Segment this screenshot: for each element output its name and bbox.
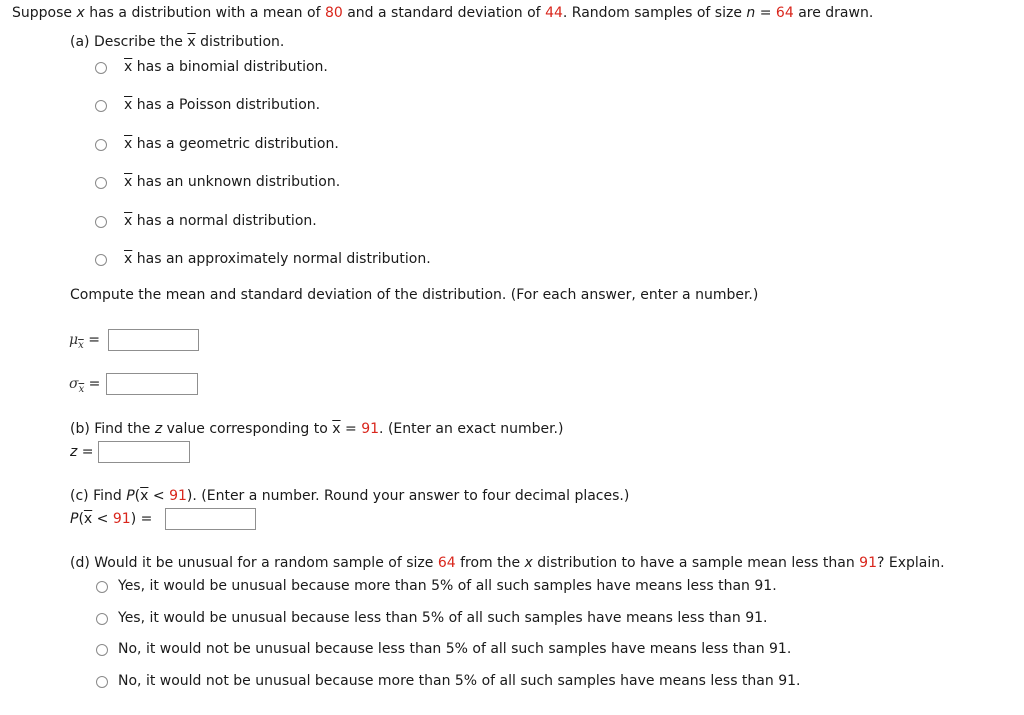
part-d-prompt: (d) Would it be unusual for a random sample of size 64 from the x distribution to have a sample mean less than 91? Explain.	[70, 555, 945, 571]
radio-a-option-3[interactable]	[95, 139, 107, 151]
part-b-prompt: (b) Find the z value corresponding to $\overline{x} = 91$. (Enter an exact number.)	[70, 421, 564, 437]
z-label: z =	[70, 444, 94, 460]
part-a-prompt: (a) Describe the $\overline{x}$ distribution.	[70, 34, 285, 50]
intro-text: and a standard deviation of	[342, 5, 546, 21]
intro-text: =	[755, 5, 776, 21]
mu-x-bar-label: $\mu_{\overline{x}}$ =	[69, 332, 100, 351]
sample-size-value: 64	[775, 5, 794, 21]
a-option-4-label[interactable]: $\overline{x}$ has an unknown distribution.	[124, 174, 341, 190]
problem-statement	[12, 4, 873, 22]
intro-text: Suppose	[12, 5, 77, 21]
a-option-2-label[interactable]: $\overline{x}$ has a Poisson distribution.	[124, 97, 321, 113]
x-bar: $\overline{x}$	[187, 34, 196, 50]
radio-a-option-5[interactable]	[95, 216, 107, 228]
a-option-6-label[interactable]: $\overline{x}$ has an approximately normal distribution.	[124, 251, 431, 267]
intro-text: has a distribution with a mean of	[84, 5, 325, 21]
radio-d-option-4[interactable]	[96, 676, 108, 688]
d-option-1-label[interactable]: Yes, it would be unusual because more than 5% of all such samples have means less than 91.	[118, 578, 777, 594]
probability-input[interactable]	[165, 508, 256, 530]
d-option-3-label[interactable]: No, it would not be unusual because less than 5% of all such samples have means less than 91.	[118, 641, 792, 657]
a-option-5-label[interactable]: $\overline{x}$ has a normal distribution.	[124, 213, 317, 229]
z-input[interactable]	[98, 441, 190, 463]
radio-a-option-4[interactable]	[95, 177, 107, 189]
d-option-4-label[interactable]: No, it would not be unusual because more than 5% of all such samples have means less than 91.	[118, 673, 801, 689]
radio-a-option-2[interactable]	[95, 100, 107, 112]
mu-x-bar-input[interactable]	[108, 329, 199, 351]
p-label: $P(\overline{x} < 91)$ =	[70, 511, 153, 527]
intro-text: . Random samples of size	[562, 5, 747, 21]
sigma-x-bar-input[interactable]	[106, 373, 198, 395]
a-option-3-label[interactable]: $\overline{x}$ has a geometric distribution.	[124, 136, 339, 152]
var-n: n	[746, 5, 756, 21]
radio-d-option-3[interactable]	[96, 644, 108, 656]
d-option-2-label[interactable]: Yes, it would be unusual because less than 5% of all such samples have means less than 91.	[118, 610, 768, 626]
radio-a-option-6[interactable]	[95, 254, 107, 266]
radio-d-option-2[interactable]	[96, 613, 108, 625]
a-option-1-label[interactable]: $\overline{x}$ has a binomial distribution.	[124, 59, 328, 75]
radio-d-option-1[interactable]	[96, 581, 108, 593]
compute-instructions: Compute the mean and standard deviation of the distribution. (For each answer, enter a number.)	[70, 287, 759, 303]
intro-text: are drawn.	[793, 5, 874, 21]
var-x: x	[76, 5, 85, 21]
sd-value: 44	[545, 5, 563, 21]
radio-a-option-1[interactable]	[95, 62, 107, 74]
mean-value: 80	[324, 5, 343, 21]
part-c-prompt: (c) Find $P(\overline{x} < 91)$. (Enter a number. Round your answer to four decimal places.)	[70, 488, 630, 504]
sigma-x-bar-label: $\sigma_{\overline{x}}$ =	[69, 376, 101, 395]
